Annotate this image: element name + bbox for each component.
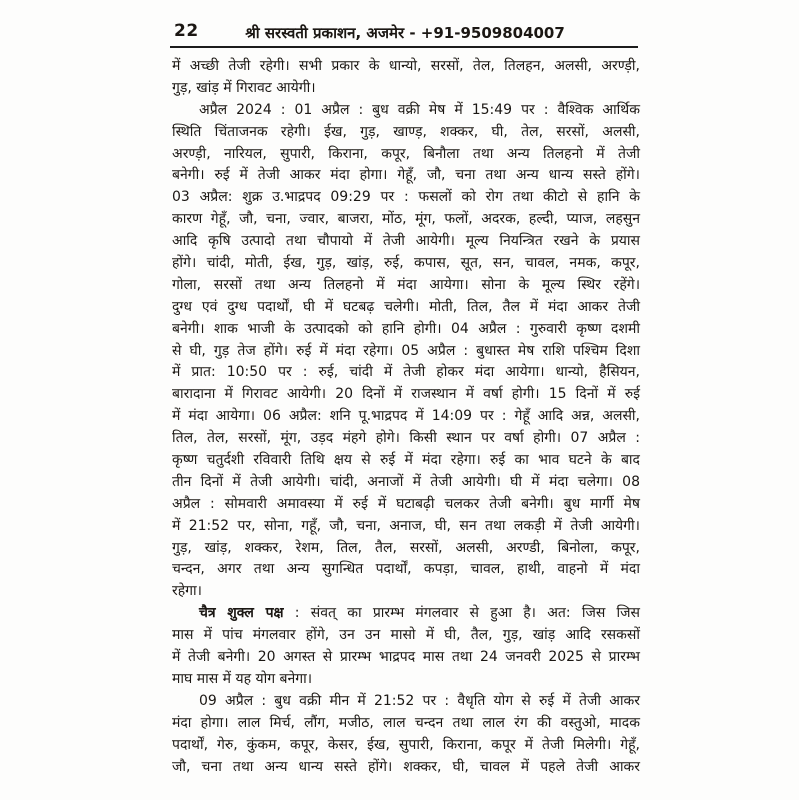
body-lines xyxy=(172,56,640,778)
text-line: में मंदा आयेगा। 06 अप्रैल: शनि पू.भाद्रपद में 14:09 पर : गेहूँ आदि अन्न, अलसी, xyxy=(172,408,640,425)
text-line: स्थिति चिंताजनक रहेगी। ईख, गुड़, खाण्ड़, शक्कर, घी, तेल, सरसों, अलसी, xyxy=(172,123,640,140)
text-line: दुग्ध एवं दुग्ध पदार्थों, घी में घटबढ़ चलेगी। मोती, तिल, तैल में मंदा आकर तेजी xyxy=(172,298,640,315)
text-line: बनेगी। शाक भाजी के उत्पादको को हानि होगी। 04 अप्रैल : गुरुवारी कृष्ण दशमी xyxy=(172,320,640,337)
text-line: में 21:52 पर, सोना, गहूँ, जौ, चना, अनाज, घी, सन तथा लकड़ी में तेजी आयेगी। xyxy=(172,517,640,534)
text-line: अप्रैल 2024 : 01 अप्रैल : बुध वक्री मेष में 15:49 पर : वैश्विक आर्थिक xyxy=(199,101,640,118)
text-line: रहेगा। xyxy=(172,583,202,600)
text-line: में प्रात: 10:50 पर : रुई, चांदी में तेजी होकर मंदा आयेगा। धान्यो, हैसियन, xyxy=(172,364,640,381)
text-line: होंगे। चांदी, मोती, ईख, गुड़, खांड़, रुई, कपास, सूत, सन, चावल, नमक, कपूर, xyxy=(172,255,640,272)
text-line: कारण गेहूँ, जौ, चना, ज्वार, बाजरा, मोंठ, मूंग, फलों, अदरक, हल्दी, प्याज, लहसुन xyxy=(172,211,640,228)
text-line: जौ, चना तथा अन्य धान्य सस्ते होंगे। शक्कर, घी, चावल में पहले तेजी आकर xyxy=(172,758,640,775)
text-line: तीन दिनों में तेजी आयेगी। चांदी, अनाजों में तेजी आयेगी। घी में मंदा चलेगा। 08 xyxy=(172,473,640,490)
header-rule xyxy=(170,46,638,48)
text-line: चन्दन, अगर तथा अन्य सुगन्धित पदार्थों, कपड़ा, चावल, हाथी, वाहनो में मंदा xyxy=(172,561,640,578)
header-title: श्री सरस्वती प्रकाशन, अजमेर - +91-9509804007 xyxy=(245,24,565,42)
text-line: बारादाना में गिरावट आयेगी। 20 दिनों में राजस्थान में वर्षा होगी। 15 दिनों में रुई xyxy=(172,386,640,403)
text-line: अरण्ड़ी, नारियल, सुपारी, किराना, कपूर, बिनौला तथा अन्य तिलहनो में तेजी xyxy=(172,145,640,162)
text-line: आदि कृषि उत्पादो तथा चौपायो में तेजी आयेगी। मूल्य नियन्त्रित रखने के प्रयास xyxy=(172,233,640,250)
page-header xyxy=(172,19,638,45)
text-line: 09 अप्रैल : बुध वक्री मीन में 21:52 पर : वैधृति योग से रुई में तेजी आकर xyxy=(199,692,640,709)
text-line: 03 अप्रैल: शुक्र उ.भाद्रपद 09:29 पर : फसलों को रोग तथा कीटो से हानि के xyxy=(172,189,640,206)
text-line: मास में पांच मंगलवार होंगे, उन उन मासो में घी, तैल, गुड़, खांड़ आदि रसकसों xyxy=(172,627,640,644)
text-line: में तेजी बनेगी। 20 अगस्त से प्रारम्भ भाद्रपद मास तथा 24 जनवरी 2025 से प्रारम्भ xyxy=(172,649,640,666)
text-line: गुड़, खांड़ में गिरावट आयेगी। xyxy=(172,79,316,96)
text-line: मंदा होगा। लाल मिर्च, लौंग, मजीठ, लाल चन्दन तथा लाल रंग की वस्तुओ, मादक xyxy=(172,714,640,731)
text-line: से घी, गुड़ तेज होंगे। रुई में मंदा रहेगा। 05 अप्रैल : बुधास्त मेष राशि पश्चिम दिशा xyxy=(172,342,640,359)
page-number: 22 xyxy=(174,21,199,41)
text-line: गुड़, खांड़, शक्कर, रेशम, तिल, तैल, सरसों, अलसी, अरण्डी, बिनोला, कपूर, xyxy=(172,539,640,556)
text-line: तिल, तेल, सरसों, मूंग, उड़द मंहगे होगे। किसी स्थान पर वर्षा होगी। 07 अप्रैल : xyxy=(172,430,640,447)
text-line: चैत्र शुक्ल पक्ष : संवत् का प्रारम्भ मंगलवार से हुआ है। अत: जिस जिस xyxy=(199,605,641,622)
text-line: गोला, सरसों तथा अन्य तिलहनो में मंदा आयेगा। सोना के मूल्य स्थिर रहेंगे। xyxy=(172,276,640,293)
text-line: बनेगी। रुई में तेजी आकर मंदा होगा। गेहूँ, जौ, चना तथा अन्य धान्य सस्ते होंगे। xyxy=(172,167,640,184)
text-line: कृष्ण चतुर्दशी रविवारी तिथि क्षय से रुई में मंदा रहेगा। रुई का भाव घटने के बाद xyxy=(172,452,640,469)
text-line: में अच्छी तेजी रहेगी। सभी प्रकार के धान्यो, सरसों, तेल, तिलहन, अलसी, अरण्ड़ी, xyxy=(172,58,640,74)
text-line: पदार्थों, गेरु, कुंकम, कपूर, केसर, ईख, सुपारी, किराना, कपूर में तेजी मिलेगी। गेहूँ, xyxy=(172,736,640,753)
text-line: माघ मास में यह योग बनेगा। xyxy=(172,670,313,687)
text-line: अप्रैल : सोमवारी अमावस्या में रुई में घटाबढ़ी चलकर तेजी बनेगी। बुध मार्गी मेष xyxy=(172,495,640,512)
